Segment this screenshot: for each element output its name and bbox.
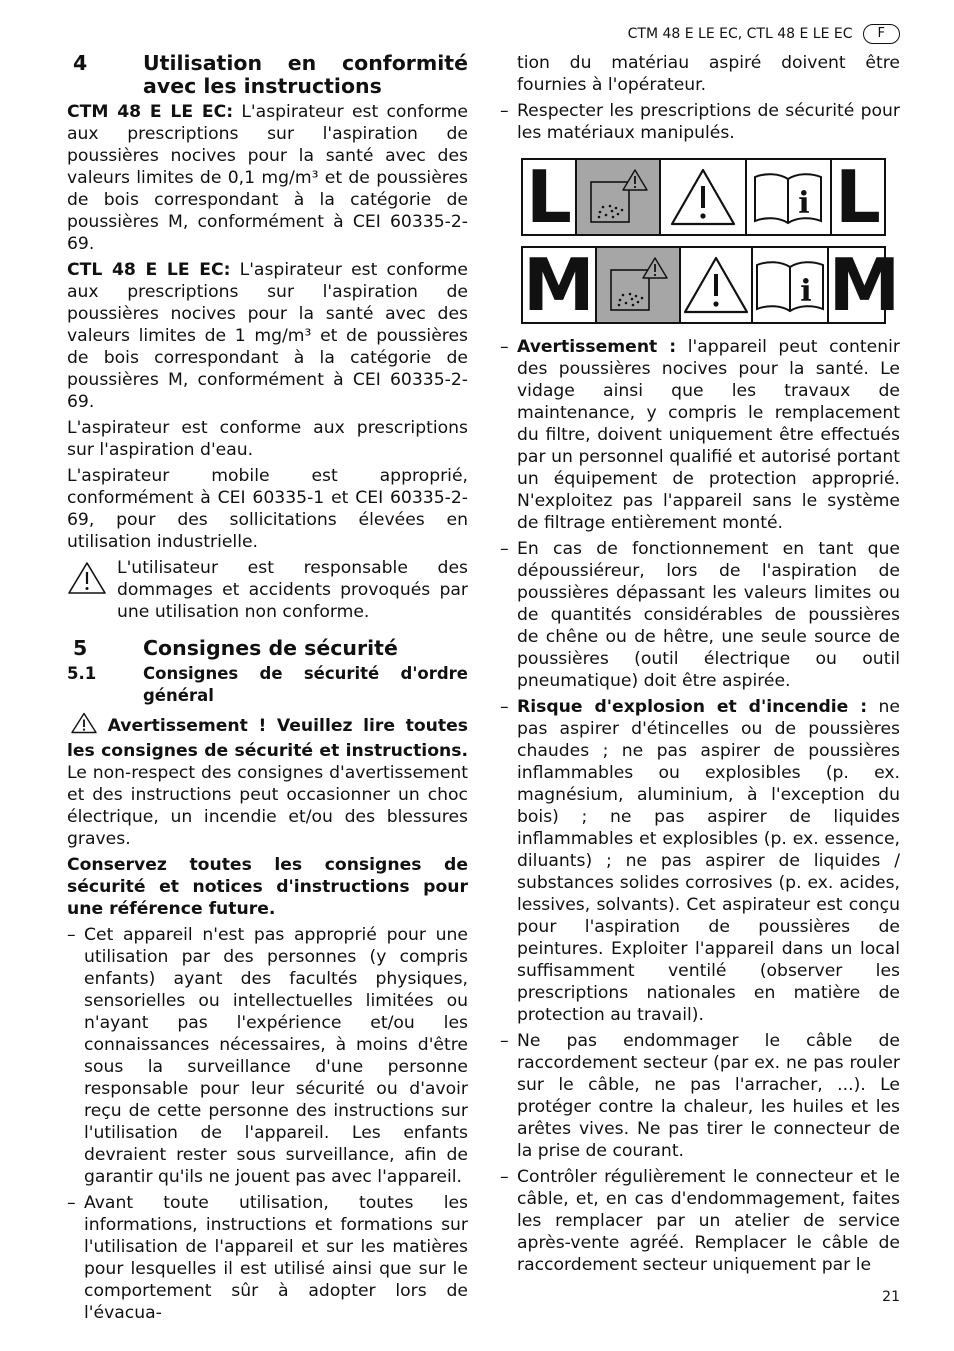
avert-label: Avertissement : [517, 337, 677, 357]
svg-text:i: i [798, 186, 810, 221]
dust-class-letter: L [523, 160, 577, 234]
page-number: 21 [882, 1289, 900, 1305]
ctl-label: CTL 48 E LE EC: [67, 260, 231, 280]
section-5-heading [67, 637, 468, 660]
mobile-paragraph: L'aspirateur mobile est approprié, conformément à CEI 60335-1 et CEI 60335-2-69, pour des sollicitations élevées en utilisation industrielle. [67, 466, 468, 552]
svg-text:i: i [799, 274, 812, 309]
section-title: Consignes de sécurité [143, 636, 398, 660]
language-badge: F [863, 24, 900, 44]
subsection-title: Consignes de sécurité d'ordre général [143, 664, 468, 705]
user-responsibility-note [67, 557, 468, 623]
dust-class-letter: L [835, 155, 881, 239]
warning-triangle-icon [681, 248, 753, 322]
ctl-text: L'aspirateur est conforme aux prescriptions sur l'aspiration de poussières nocives pour la santé avec des valeurs limites de 1 mg/m³ et de poussières de bois correspondant à la catégorie de poussières M, conformément à CEI 60335-2-69. [67, 260, 468, 412]
read-manual-icon [747, 160, 833, 234]
list-item: – Ne pas endommager le câble de raccordement secteur (par ex. ne pas rouler sur le câble, ne pas l'arracher, ...). Le protéger contre la chaleur, les huiles et les arêtes vives. Ne pas tirer le connecteur de la prise de courant. [500, 1030, 900, 1162]
warning-triangle-icon [661, 160, 747, 234]
list-item: – Contrôler régulièrement le connecteur et le câble, et, en cas d'endommagement, faites les remplacer par un atelier de service après-vente agréé. Remplacer le câble de raccordement secteur uniquement par le [500, 1166, 900, 1276]
ctm-text: L'aspirateur est conforme aux prescriptions sur l'aspiration de poussières nocives pour la santé avec des valeurs limites de 0,1 mg/m³ et de poussières de bois correspondant à la catégorie de poussières M, conformément à CEI 60335-2-69. [67, 102, 468, 254]
section-4-heading [67, 52, 468, 98]
left-column [67, 52, 468, 1328]
dust-class-letter: M [523, 243, 595, 327]
dust-class-letter: M [828, 243, 901, 327]
list-item: – Cet appareil n'est pas approprié pour une utilisation par des personnes (y compris enfants) ayant des facultés physiques, sensorielles ou intellectuelles limitées ou n'ayant pas l'expérience et/ou les connaissances nécessaires, à moins d'être sous la surveillance d'une personne responsable pour leur sécurité ou d'avoir reçu de cette personne des instructions sur l'utilisation de l'appareil. Les enfants devraient rester sous surveillance, afin de garantir qu'ils ne jouent pas avec l'appareil. [67, 924, 468, 1188]
warning-triangle-icon [71, 712, 97, 740]
section-number: 5 [73, 636, 88, 660]
risk-label: Risque d'explosion et d'incendie : [517, 697, 868, 717]
ctl-paragraph [67, 259, 468, 413]
keep-instructions: Conservez toutes les consignes de sécurité et notices d'instructions pour une référence future. [67, 855, 468, 919]
dust-class-pictograms [521, 155, 901, 327]
general-warning-text: Le non-respect des consignes d'avertissement et des instructions peut occasionner un choc électrique, un incendie et/ou des blessures graves. [67, 763, 468, 849]
dust-hazard-icon [577, 160, 661, 234]
list-item [500, 696, 900, 1026]
water-paragraph: L'aspirateur est conforme aux prescriptions sur l'aspiration d'eau. [67, 418, 468, 460]
list-item [500, 336, 900, 534]
general-warning-bold: Avertissement ! Veuillez lire toutes les consignes de sécurité et instructions. [67, 716, 468, 761]
user-responsibility-text: L'utilisateur est responsable des dommages et accidents provoqués par une utilisation non conforme. [117, 558, 468, 622]
pictogram-row-l [521, 155, 886, 239]
read-manual-icon [753, 248, 829, 322]
safety-list-right [500, 336, 900, 1276]
ctm-paragraph [67, 101, 468, 255]
list-item: – Avant toute utilisation, toutes les informations, instructions et formations sur l'utilisation de l'appareil et sur les matières pour lesquelles il est utilisé ainsi que sur le comportement sûr à adopter lors de l'évacua- [67, 1192, 468, 1324]
right-column [500, 52, 900, 1280]
list-item: – En cas de fonctionnement en tant que dépoussiéreur, lors de l'aspiration de poussières dépassant les valeurs limites ou de quantités considérables de poussières de chêne ou de hêtre, une seule source de poussières (outil électrique ou outil pneumatique) doit être aspirée. [500, 538, 900, 692]
page-header [628, 24, 900, 44]
safety-list-right-top [500, 100, 900, 144]
avert-text: l'appareil peut contenir des poussières nocives pour la santé. Le vidage ainsi que les travaux de maintenance, y compris le remplacement du filtre, doivent uniquement être effectués par un personnel qualifié et autorisé portant un équipement de protection approprié. N'exploitez pas l'appareil sans le système de filtrage entièrement monté. [517, 337, 900, 533]
dust-hazard-icon [597, 248, 681, 322]
model-names: CTM 48 E LE EC, CTL 48 E LE EC [627, 26, 853, 42]
ctm-label: CTM 48 E LE EC: [67, 102, 234, 122]
warning-triangle-icon [67, 557, 107, 623]
general-warning [67, 712, 468, 850]
risk-text: ne pas aspirer d'étincelles ou de poussières chaudes ; ne pas aspirer de poussières inflammables ou explosibles (p. ex. magnésium, aluminium, à l'exception du bois) ; ne pas aspirer de liquides inflammables et explosibles (p. ex. essence, diluants) ; ne pas aspirer de liquides / substances solides corrosives (p. ex. acides, lessives, solvants). Cet aspirateur est conçu pour l'aspiration de poussières de peintures. Exploiter l'appareil dans un local suffisamment ventilé (observer les prescriptions nationales en matière de protection au travail). [517, 697, 900, 1025]
section-5-1-heading [67, 663, 468, 707]
list-item: – Respecter les prescriptions de sécurité pour les matériaux manipulés. [500, 100, 900, 144]
section-title: Utilisation en conformité avec les instructions [143, 51, 468, 98]
continued-text: tion du matériau aspiré doivent être fournies à l'opérateur. [517, 53, 900, 95]
pictogram-row-m [521, 243, 901, 327]
safety-list-left [67, 924, 468, 1324]
section-number: 4 [73, 51, 88, 75]
subsection-number: 5.1 [67, 664, 97, 683]
